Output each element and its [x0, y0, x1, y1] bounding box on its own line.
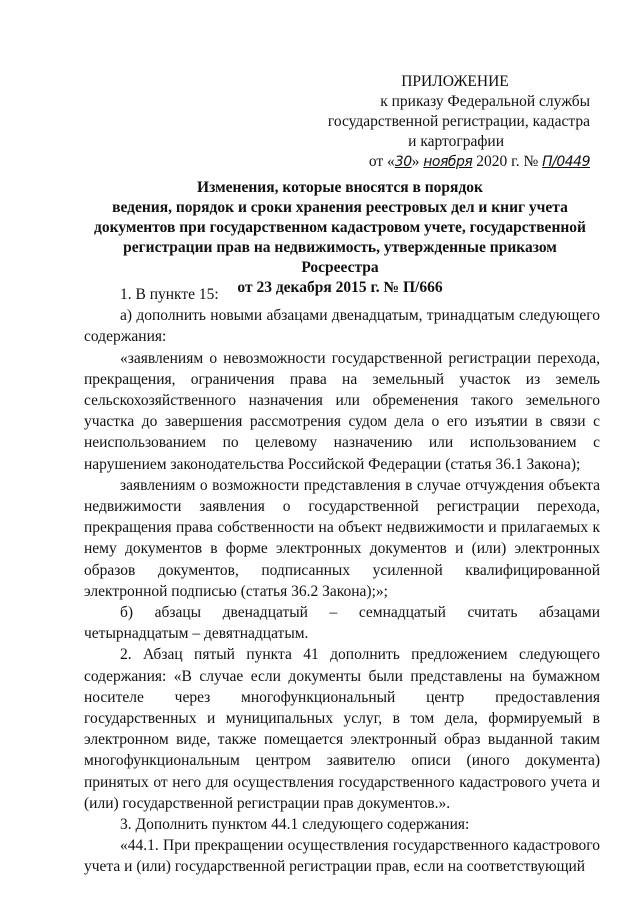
date-year: 2020 г. № [472, 153, 543, 170]
header-line-1: к приказу Федеральной службы [380, 93, 590, 110]
title-line: ведения, порядок и сроки хранения реестровых дел и книг учета [112, 199, 568, 216]
date-mid: » [411, 153, 424, 170]
title-line: регистрации прав на недвижимость, утвержденные приказом Росреестра [123, 239, 557, 276]
date-prefix: от « [368, 153, 395, 170]
header-line-2: государственной регистрации, кадастра [327, 113, 590, 130]
date-month: ноября [423, 154, 473, 170]
attachment-header [320, 72, 590, 172]
paragraph: 1. В пункте 15: [120, 286, 219, 303]
header-line-3: и картографии [408, 133, 504, 150]
date-day: 30 [394, 154, 412, 170]
paragraph: 2. Абзац пятый пункта 41 дополнить предложением следующего содержания: «В случае если документы были представлены на бумажном носителе через многофункциональный центр предоставления государственных и муниципальных услуг, в том дела, формируемый в электронном виде, также помещается электронный образ выданной таким многофункциональным центром заявителю описи (иного документа) принятых от него для осуществления государственного кадастрового учета и (или) государственной регистрации прав документов.». [84, 646, 600, 812]
order-date-line [320, 152, 590, 172]
document-title [85, 178, 595, 298]
order-number: П/0449 [542, 154, 590, 170]
title-line: Изменения, которые вносятся в порядок [197, 179, 483, 196]
title-line: документов при государственном кадастровом учете, государственной [94, 219, 586, 236]
title-line: от 23 декабря 2015 г. № П/666 [237, 279, 443, 296]
attachment-title: ПРИЛОЖЕНИЕ [401, 73, 509, 90]
document-body [84, 284, 600, 878]
paragraph: заявлениям о возможности представления в случае отчуждения объекта недвижимости заявления о государственной регистрации перехода, прекращения права собственности на объект недвижимости и прилагаемых к нему документов в форме электронных документов и (или) электронных образов документов, подписанных усиленной квалифицированной электронной подписью (статья 36.2 Закона);»; [84, 476, 600, 600]
paragraph: а) дополнить новыми абзацами двенадцатым, тринадцатым следующего содержания: [84, 307, 600, 346]
paragraph: «44.1. При прекращении осуществления государственного кадастрового учета и (или) государственной регистрации прав, если на соответствующий [84, 837, 600, 876]
paragraph: «заявлениям о невозможности государственной регистрации перехода, прекращения, ограничения права на земельный участок из земель сельскохозяйственного назначения или обременения такого земельного участка до завершения рассмотрения судом дела о его изъятии в связи с неиспользованием по целевому назначению или использованием с нарушением законодательства Российской Федерации (статья 36.1 Закона); [84, 349, 600, 473]
paragraph: 3. Дополнить пунктом 44.1 следующего содержания: [120, 816, 470, 834]
paragraph: б) абзацы двенадцатый – семнадцатый считать абзацами четырнадцатым – девятнадцатым. [84, 604, 600, 643]
